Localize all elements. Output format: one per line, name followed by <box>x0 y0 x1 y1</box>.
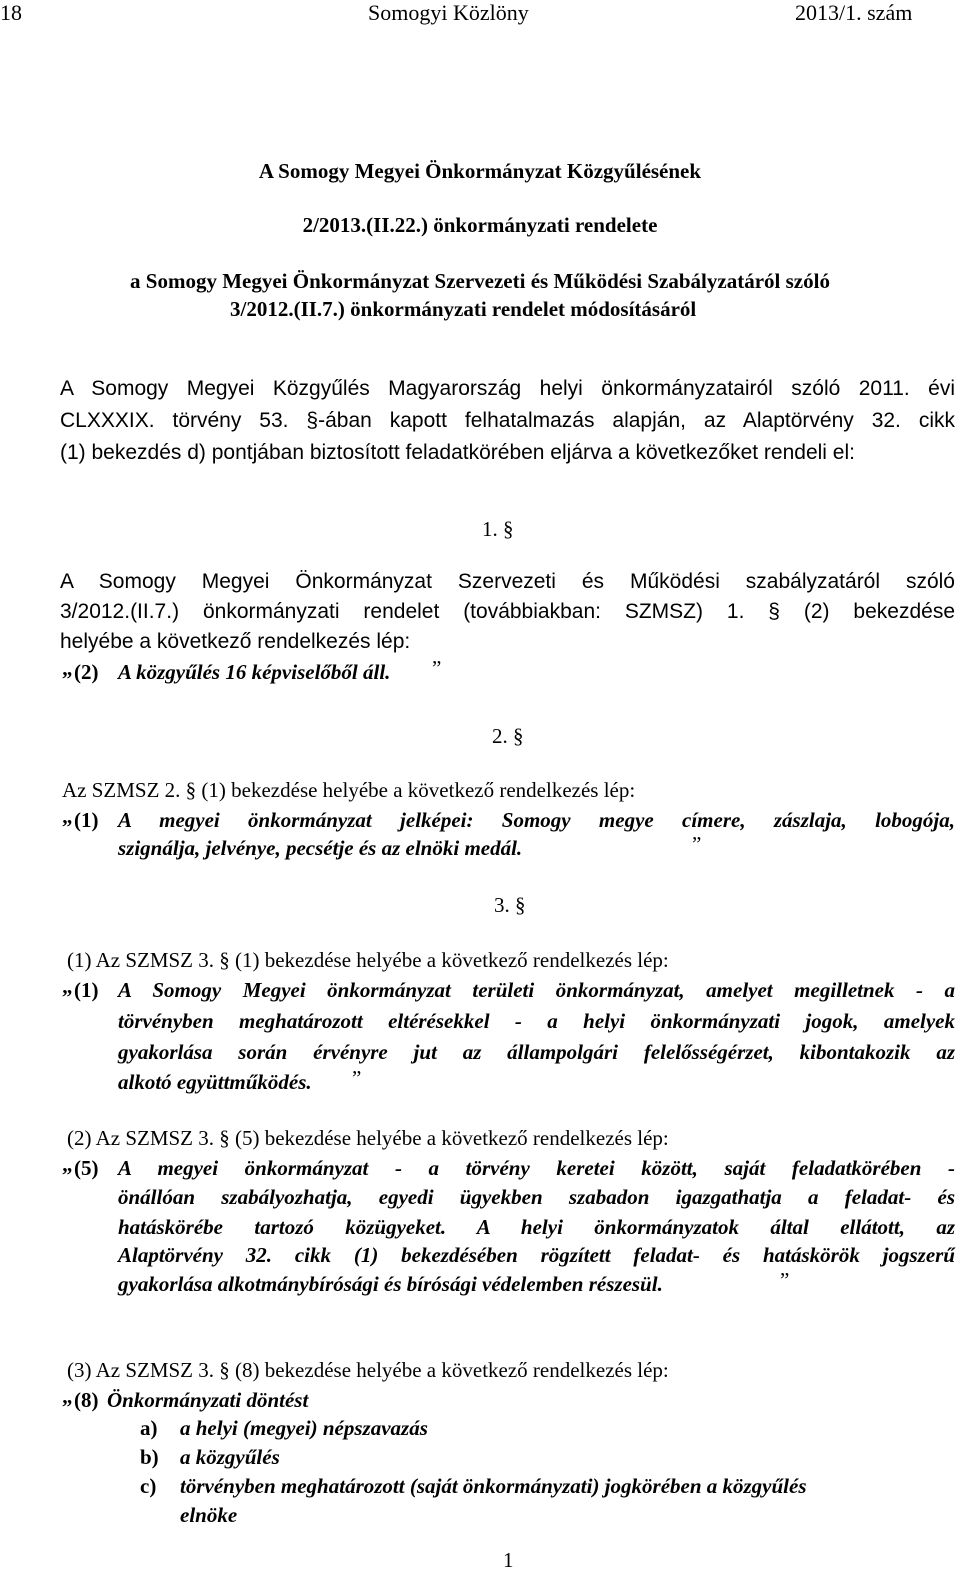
page-number: 18 <box>0 0 22 25</box>
opening-quote: „ <box>62 1152 73 1176</box>
footer-page-marker: 1 <box>503 1548 514 1572</box>
section-1-quote-text: A közgyűlés 16 képviselőből áll. <box>118 660 391 684</box>
closing-quote: ” <box>432 656 442 680</box>
preamble-line-2: CLXXXIX. törvény 53. §-ában kapott felhatalmazás alapján, az Alaptörvény 32. cikk <box>60 409 955 432</box>
section-1-line-2: 3/2012.(II.7.) önkormányzati rendelet (továbbiakban: SZMSZ) 1. § (2) bekezdése <box>60 600 955 623</box>
section-3-para-2-line-4: Alaptörvény 32. cikk (1) bekezdésében rögzített feladat- és hatáskörök jogszerű <box>118 1243 955 1267</box>
closing-quote: ” <box>780 1268 790 1292</box>
section-3-para-3-head: Önkormányzati döntést <box>107 1388 309 1412</box>
preamble-line-1: A Somogy Megyei Közgyűlés Magyarország helyi önkormányzatairól szóló 2011. évi <box>60 377 955 400</box>
section-2-quote-number: (1) <box>74 808 99 832</box>
closing-quote: ” <box>692 832 702 856</box>
list-item-label: c) <box>140 1474 157 1498</box>
journal-title: Somogyi Közlöny <box>368 0 529 25</box>
section-1-line-3: helyébe a következő rendelkezés lép: <box>60 630 411 653</box>
list-item-label: a) <box>140 1416 158 1440</box>
section-2-number: 2. § <box>492 724 524 748</box>
section-3-para-1-line-1: A Somogy Megyei önkormányzat területi önkormányzat, amelyet megilletnek - a <box>118 978 955 1002</box>
section-3-para-2-line-5: gyakorlása alkotmánybírósági és bírósági védelemben részesül. <box>118 1272 663 1296</box>
title-line-4: 3/2012.(II.7.) önkormányzati rendelet módosításáról <box>230 297 697 321</box>
preamble-line-3: (1) bekezdés d) pontjában biztosított feladatkörében eljárva a következőket rendeli el: <box>60 441 855 464</box>
opening-quote: „ <box>62 974 73 998</box>
section-3-para-1-line-3: gyakorlása során érvényre jut az állampolgári felelősségérzet, kibontakozik az <box>118 1040 955 1064</box>
opening-quote: „ <box>62 1384 73 1408</box>
section-1-number: 1. § <box>482 517 514 541</box>
list-item-text: törvényben meghatározott (saját önkormányzati) jogkörében a közgyűlés <box>180 1474 807 1498</box>
section-3-para-3-quote-number: (8) <box>74 1388 99 1412</box>
section-3-para-1-line-2: törvényben meghatározott eltérésekkel - a helyi önkormányzati jogok, amelyek <box>118 1009 955 1033</box>
section-3-para-3-intro: (3) Az SZMSZ 3. § (8) bekezdése helyébe a következő rendelkezés lép: <box>67 1358 669 1382</box>
section-2-intro: Az SZMSZ 2. § (1) bekezdése helyébe a következő rendelkezés lép: <box>62 778 636 802</box>
title-line-3: a Somogy Megyei Önkormányzat Szervezeti és Működési Szabályzatáról szóló <box>130 269 830 293</box>
issue-number: 2013/1. szám <box>795 0 913 25</box>
section-1-quote-number: (2) <box>74 660 99 684</box>
section-3-para-2-line-2: önállóan szabályozhatja, egyedi ügyekben szabadon igazgathatja a feladat- és <box>118 1185 955 1209</box>
closing-quote: ” <box>352 1066 362 1090</box>
section-3-para-2-intro: (2) Az SZMSZ 3. § (5) bekezdése helyébe a következő rendelkezés lép: <box>67 1126 669 1150</box>
section-3-para-1-intro: (1) Az SZMSZ 3. § (1) bekezdése helyébe a következő rendelkezés lép: <box>67 948 669 972</box>
list-item-text-continued: elnöke <box>180 1503 238 1527</box>
list-item-text: a közgyűlés <box>180 1445 280 1469</box>
list-item-text: a helyi (megyei) népszavazás <box>180 1416 428 1440</box>
list-item-label: b) <box>140 1445 159 1469</box>
title-line-2: 2/2013.(II.22.) önkormányzati rendelete <box>302 213 658 237</box>
opening-quote: „ <box>62 804 73 828</box>
section-3-para-2-line-1: A megyei önkormányzat - a törvény keretei között, saját feladatkörében - <box>118 1156 955 1180</box>
section-3-para-1-line-4: alkotó együttműködés. <box>118 1070 312 1094</box>
section-3-para-1-quote-number: (1) <box>74 978 99 1002</box>
section-3-para-2-quote-number: (5) <box>74 1156 99 1180</box>
section-3-para-2-line-3: hatáskörébe tartozó közügyeket. A helyi önkormányzatok által ellátott, az <box>118 1215 955 1239</box>
opening-quote: „ <box>62 656 73 680</box>
section-3-number: 3. § <box>494 893 526 917</box>
section-2-quote-line-1: A megyei önkormányzat jelképei: Somogy megye címere, zászlaja, lobogója, <box>118 808 955 832</box>
title-line-1: A Somogy Megyei Önkormányzat Közgyűlésének <box>258 159 702 183</box>
section-2-quote-line-2: szignálja, jelvénye, pecsétje és az elnöki medál. <box>118 836 523 860</box>
section-1-line-1: A Somogy Megyei Önkormányzat Szervezeti és Működési szabályzatáról szóló <box>60 570 955 593</box>
